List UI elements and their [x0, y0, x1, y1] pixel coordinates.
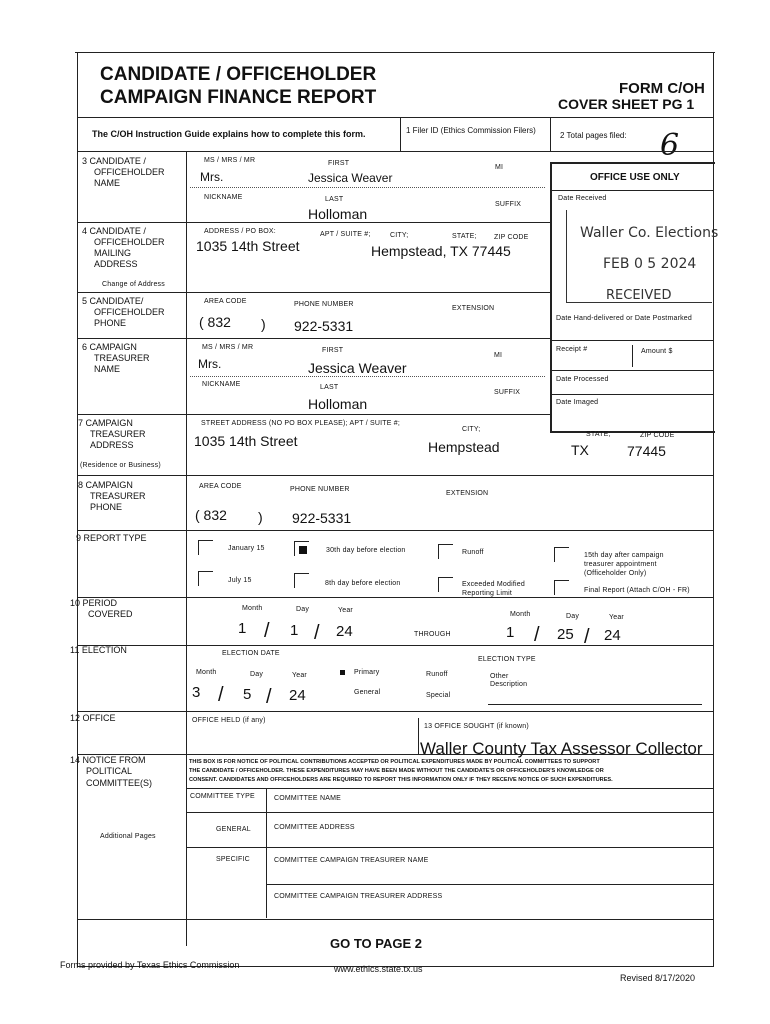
election-month-value: 3 — [192, 684, 201, 701]
section14-label-2: POLITICAL — [86, 766, 133, 776]
candidate-title-value: Mrs. — [200, 170, 224, 184]
treasurer-name-label: COMMITTEE CAMPAIGN TREASURER NAME — [274, 857, 429, 864]
treasurer-field-label-title: MS / MRS / MR — [202, 344, 254, 351]
section4-label-4: ADDRESS — [94, 259, 138, 269]
treasurer-area-close: ) — [258, 509, 263, 525]
from-year-label: Year — [338, 607, 353, 614]
field-label-last: LAST — [325, 196, 344, 203]
runoff-label: Runoff — [462, 549, 484, 556]
mailing-address-value: 1035 14th Street — [196, 238, 300, 254]
total-pages-label: 2 Total pages filed: — [560, 131, 627, 140]
jul15-checkbox[interactable] — [198, 571, 213, 586]
change-of-address[interactable]: Change of Address — [102, 281, 165, 288]
hand-delivered-label: Date Hand-delivered or Date Postmarked — [556, 315, 692, 322]
treasurer-appt-line3: (Officeholder Only) — [584, 570, 647, 577]
frame-left — [77, 52, 78, 967]
provided-by: Forms provided by Texas Ethics Commission — [60, 960, 240, 970]
treasurer-street-value: 1035 14th Street — [194, 433, 298, 449]
exceeded-line1: Exceeded Modified — [462, 581, 525, 588]
from-month-value: 1 — [238, 620, 247, 637]
section6-label-3: NAME — [94, 364, 121, 374]
additional-pages-label[interactable]: Additional Pages — [100, 833, 156, 840]
from-slash-1: / — [264, 620, 270, 642]
to-slash-1: / — [534, 624, 540, 646]
election-year-value: 24 — [289, 687, 306, 704]
election-slash-2: / — [266, 686, 272, 708]
instructions-text: The C/OH Instruction Guide explains how to complete this form. — [92, 129, 366, 139]
form-title-line2: CAMPAIGN FINANCE REPORT — [100, 87, 377, 108]
special-label: Special — [426, 692, 451, 699]
to-month-value: 1 — [506, 624, 515, 641]
section14-label-3: COMMITTEE(S) — [86, 778, 152, 788]
treasurer-field-label-first: FIRST — [322, 347, 344, 354]
primary-label: Primary — [354, 669, 380, 676]
section5-label-1: 5 CANDIDATE/ — [82, 296, 144, 306]
candidate-phone-value: 922-5331 — [294, 318, 354, 334]
treasurer-appointment-checkbox[interactable] — [554, 547, 569, 562]
treasurer-field-label-street: STREET ADDRESS (NO PO BOX PLEASE); APT / SUITE #; — [201, 420, 400, 427]
election-date-label: ELECTION DATE — [222, 650, 280, 657]
to-year-label: Year — [609, 614, 624, 621]
office-sought-label: 13 OFFICE SOUGHT (if known) — [424, 723, 529, 730]
treasurer-appt-line1: 15th day after campaign — [584, 552, 664, 559]
label-column-divider — [186, 151, 187, 946]
office-use-heading: OFFICE USE ONLY — [590, 172, 680, 183]
date-received-label: Date Received — [558, 195, 607, 202]
total-pages-value: 6 — [660, 128, 680, 163]
treasurer-state-value: TX — [571, 442, 589, 458]
treasurer-appt-line2: treasurer appointment — [584, 561, 657, 568]
section3-label-2: OFFICEHOLDER — [94, 167, 165, 177]
treasurer-address-label: COMMITTEE CAMPAIGN TREASURER ADDRESS — [274, 893, 443, 900]
field-label-phone: PHONE NUMBER — [294, 301, 354, 308]
revised-date: Revised 8/17/2020 — [620, 973, 696, 983]
election-slash-1: / — [218, 684, 224, 706]
treasurer-last-value: Holloman — [308, 396, 368, 412]
day30-check-mark — [299, 546, 307, 554]
field-label-zip: ZIP CODE — [494, 234, 529, 241]
treasurer-field-label-area: AREA CODE — [199, 483, 242, 490]
section8-label-3: PHONE — [90, 502, 123, 512]
cover-sheet-label: COVER SHEET PG 1 — [558, 96, 695, 112]
final-report-label: Final Report (Attach C/OH - FR) — [584, 587, 690, 594]
treasurer-field-label-state: STATE; — [586, 431, 611, 438]
receipt-label: Receipt # — [556, 346, 588, 353]
section3-label-3: NAME — [94, 178, 121, 188]
final-report-checkbox[interactable] — [554, 580, 569, 595]
jul15-label: July 15 — [228, 577, 252, 584]
processed-label: Date Processed — [556, 376, 609, 383]
treasurer-field-label-nickname: NICKNAME — [202, 381, 241, 388]
section3-label-1: 3 CANDIDATE / — [82, 156, 146, 166]
from-month-label: Month — [242, 605, 263, 612]
section5-label-2: OFFICEHOLDER — [94, 307, 165, 317]
office-sought-value: Waller County Tax Assessor Collector — [420, 739, 703, 758]
day8-label: 8th day before election — [325, 580, 401, 587]
election-month-label: Month — [196, 669, 217, 676]
treasurer-zip-value: 77445 — [627, 443, 666, 459]
section8-label-2: TREASURER — [90, 491, 146, 501]
go-to-page-2[interactable]: GO TO PAGE 2 — [330, 936, 422, 951]
section6-label-2: TREASURER — [94, 353, 150, 363]
to-slash-2: / — [584, 626, 590, 648]
stamp-date: FEB 0 5 2024 — [603, 256, 697, 272]
day30-checkbox[interactable] — [294, 541, 309, 556]
treasurer-field-label-city: CITY; — [462, 426, 481, 433]
section7-label-1: 7 CAMPAIGN — [78, 418, 133, 428]
treasurer-city-value: Hempstead — [428, 439, 500, 455]
section10-label-2: COVERED — [88, 609, 133, 619]
treasurer-phone-value: 922-5331 — [292, 510, 352, 526]
section8-label-1: 8 CAMPAIGN — [78, 480, 133, 490]
to-month-label: Month — [510, 611, 531, 618]
field-label-state: STATE; — [452, 233, 477, 240]
candidate-area-code-open: ( 832 — [199, 314, 231, 330]
section9-label: 9 REPORT TYPE — [76, 533, 147, 543]
section5-label-3: PHONE — [94, 318, 127, 328]
field-label-extension: EXTENSION — [452, 305, 495, 312]
committee-type-label: COMMITTEE TYPE — [190, 793, 255, 800]
jan15-checkbox[interactable] — [198, 540, 213, 555]
treasurer-field-label-extension: EXTENSION — [446, 490, 489, 497]
section14-label-1: 14 NOTICE FROM — [70, 755, 146, 765]
treasurer-field-label-mi: MI — [494, 352, 503, 359]
from-year-value: 24 — [336, 623, 353, 640]
section7-label-3: ADDRESS — [90, 440, 134, 450]
imaged-label: Date Imaged — [556, 399, 599, 406]
election-day-value: 5 — [243, 686, 252, 703]
section6-label-1: 6 CAMPAIGN — [82, 342, 137, 352]
treasurer-title-value: Mrs. — [198, 357, 222, 371]
day30-label: 30th day before election — [326, 547, 406, 554]
other-label-2: Description — [490, 681, 528, 688]
header-divider — [77, 117, 713, 118]
frame-top — [75, 52, 715, 53]
specific-committee-label[interactable]: SPECIFIC — [216, 856, 250, 863]
field-label-city: CITY; — [390, 232, 409, 239]
ethics-url[interactable]: www.ethics.state.tx.us — [334, 964, 423, 974]
section7-label-2: TREASURER — [90, 429, 146, 439]
treasurer-field-label-last: LAST — [320, 384, 339, 391]
treasurer-field-label-phone: PHONE NUMBER — [290, 486, 350, 493]
stamp-received: RECEIVED — [606, 288, 672, 303]
primary-selected-mark[interactable] — [340, 670, 345, 675]
candidate-first-value: Jessica Weaver — [308, 171, 393, 185]
from-day-label: Day — [296, 606, 310, 613]
field-label-apt: APT / SUITE #; — [320, 231, 371, 238]
section4-label-3: MAILING — [94, 248, 132, 258]
election-year-label: Year — [292, 672, 307, 679]
field-label-address: ADDRESS / PO BOX: — [204, 228, 276, 235]
notice-line3: CONSENT. CANDIDATES AND OFFICEHOLDERS ARE REQUIRED TO REPORT THIS INFORMATION ONLY IF THEY RECEIVE NOTICE OF SUCH EXPENDITURES. — [189, 777, 613, 783]
field-label-title: MS / MRS / MR — [204, 157, 256, 164]
form-code: FORM C/OH — [619, 80, 705, 97]
through-label: THROUGH — [414, 631, 451, 638]
section11-label: 11 ELECTION — [70, 645, 127, 655]
field-label-first: FIRST — [328, 160, 350, 167]
notice-line1: THIS BOX IS FOR NOTICE OF POLITICAL CONTRIBUTIONS ACCEPTED OR POLITICAL EXPENDITURES MADE BY POLITICAL COMMITTEES TO SUPPORT — [189, 759, 600, 765]
committee-address-label: COMMITTEE ADDRESS — [274, 824, 355, 831]
field-label-mi: MI — [495, 164, 504, 171]
notice-line2: THE CANDIDATE / OFFICEHOLDER. THESE EXPENDITURES MAY HAVE BEEN MADE WITHOUT THE CANDIDATE'S OR OFFICEHOLDER'S KNOWLEDGE OR — [189, 768, 604, 774]
day8-checkbox[interactable] — [294, 573, 309, 588]
field-label-suffix: SUFFIX — [495, 201, 522, 208]
general-label: General — [354, 689, 381, 696]
residence-note: (Residence or Business) — [80, 462, 161, 469]
from-slash-2: / — [314, 622, 320, 644]
section4-label-1: 4 CANDIDATE / — [82, 226, 146, 236]
field-label-area-code: AREA CODE — [204, 298, 247, 305]
election-day-label: Day — [250, 671, 264, 678]
exceeded-checkbox[interactable] — [438, 577, 453, 592]
form-title-line1: CANDIDATE / OFFICEHOLDER — [100, 64, 377, 85]
section12-label: 12 OFFICE — [70, 713, 116, 723]
general-committee-label[interactable]: GENERAL — [216, 826, 251, 833]
to-day-label: Day — [566, 613, 580, 620]
exceeded-line2: Reporting Limit — [462, 590, 513, 597]
to-year-value: 24 — [604, 627, 621, 644]
treasurer-area-open: ( 832 — [195, 507, 227, 523]
treasurer-first-value: Jessica Weaver — [308, 360, 407, 376]
runoff-election-label: Runoff — [426, 671, 448, 678]
filer-id-label: 1 Filer ID (Ethics Commission Filers) — [406, 126, 536, 135]
treasurer-field-label-suffix: SUFFIX — [494, 389, 521, 396]
election-type-label: ELECTION TYPE — [478, 656, 536, 663]
treasurer-field-label-zip: ZIP CODE — [640, 432, 675, 439]
section4-label-2: OFFICEHOLDER — [94, 237, 165, 247]
from-day-value: 1 — [290, 622, 299, 639]
mailing-city-state-zip-value: Hempstead, TX 77445 — [371, 243, 511, 259]
section10-label-1: 10 PERIOD — [70, 598, 118, 608]
runoff-checkbox[interactable] — [438, 544, 453, 559]
candidate-area-code-close: ) — [261, 316, 266, 332]
stamp-office: Waller Co. Elections — [580, 225, 719, 241]
field-label-nickname: NICKNAME — [204, 194, 243, 201]
jan15-label: January 15 — [228, 545, 265, 552]
amount-label: Amount $ — [641, 348, 673, 355]
committee-name-label: COMMITTEE NAME — [274, 795, 341, 802]
candidate-last-value: Holloman — [308, 206, 368, 222]
other-label-1: Other — [490, 673, 509, 680]
to-day-value: 25 — [557, 626, 574, 643]
office-held-label: OFFICE HELD (if any) — [192, 717, 266, 724]
